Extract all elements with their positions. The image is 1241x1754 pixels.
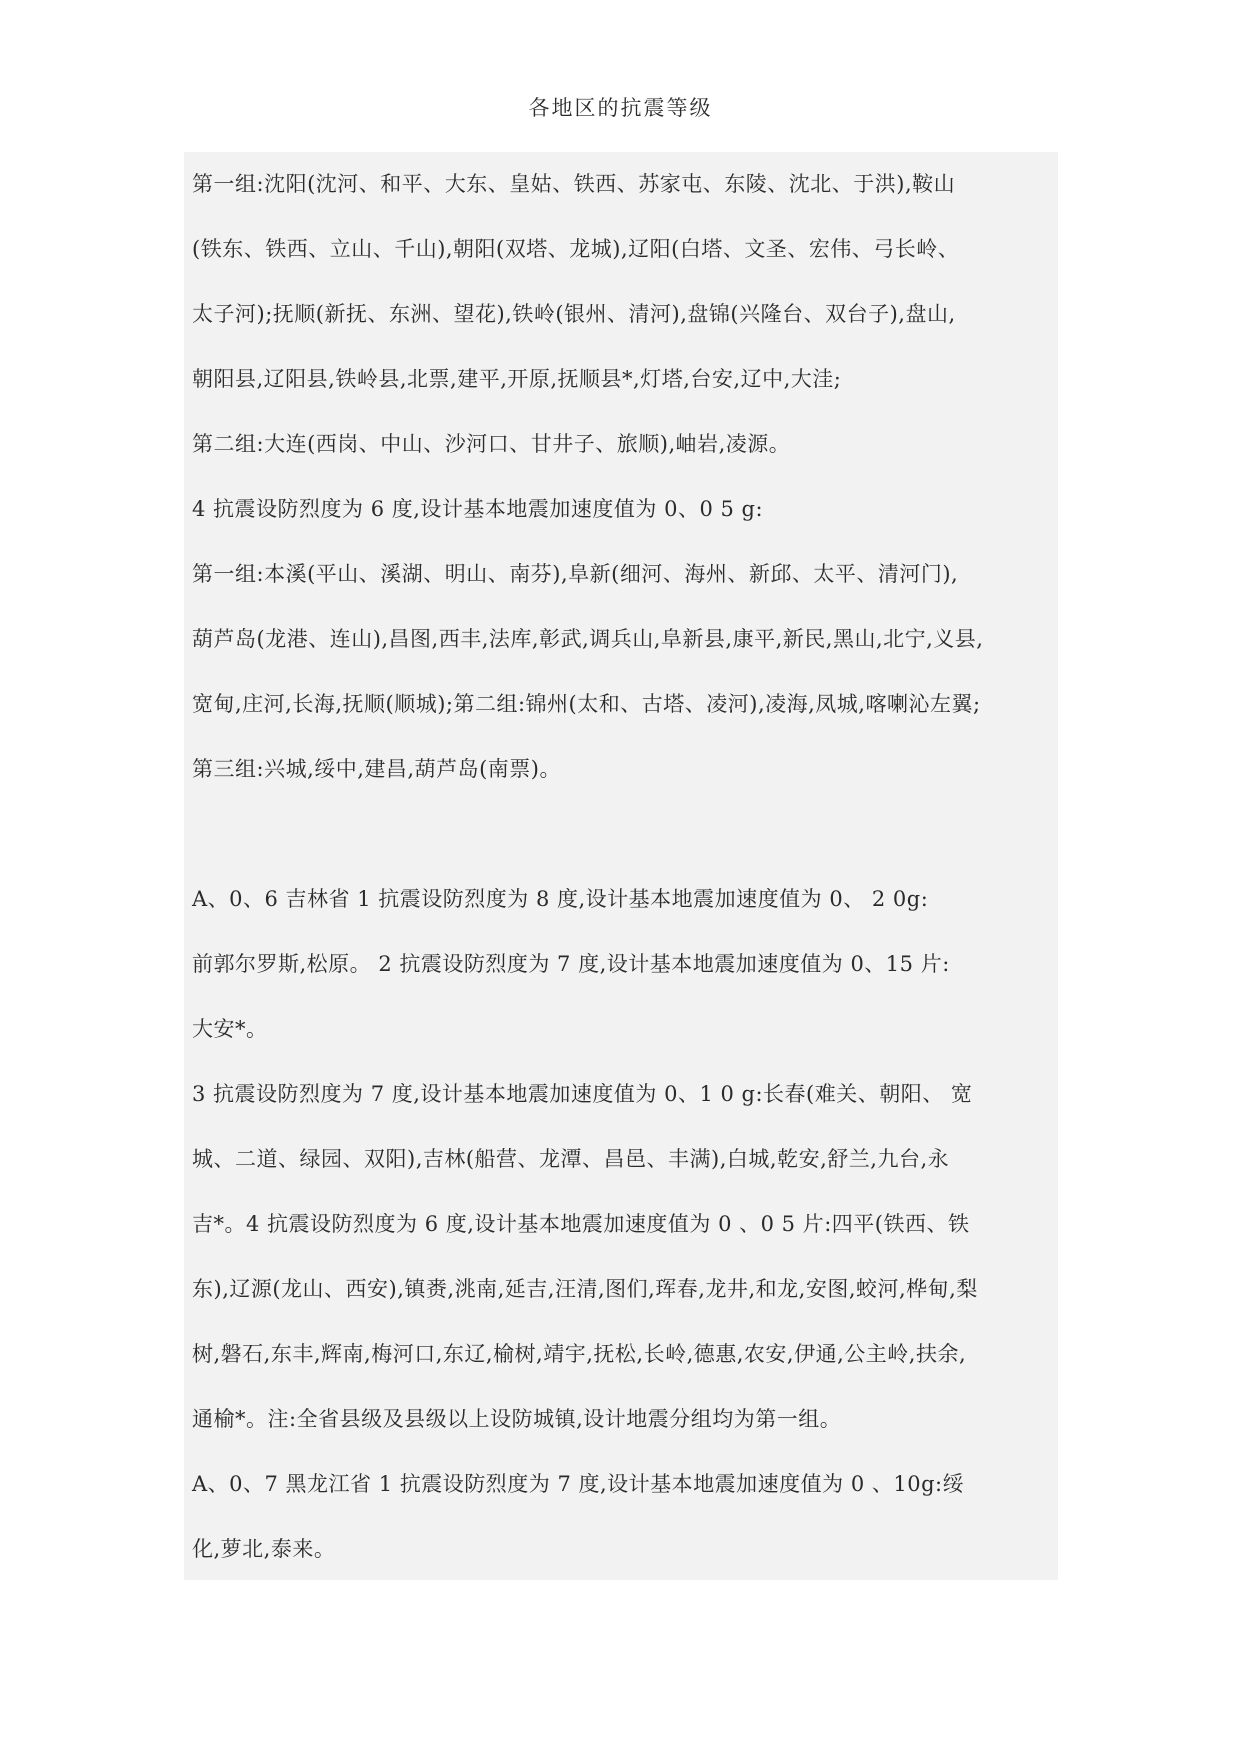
text-line: A、0、7 黑龙江省 1 抗震设防烈度为 7 度,设计基本地震加速度值为 0 、10g:绥 <box>192 1472 965 1496</box>
text-line: 树,磐石,东丰,辉南,梅河口,东辽,榆树,靖宇,抚松,长岭,德惠,农安,伊通,公主岭,扶余, <box>192 1342 967 1366</box>
text-line: (铁东、铁西、立山、千山),朝阳(双塔、龙城),辽阳(白塔、文圣、宏伟、弓长岭、 <box>192 237 960 261</box>
text-line: 宽甸,庄河,长海,抚顺(顺城);第二组:锦州(太和、古塔、凌河),凌海,凤城,喀喇沁左翼; <box>192 692 981 716</box>
text-line: 第一组:本溪(平山、溪湖、明山、南芬),阜新(细河、海州、新邱、太平、清河门), <box>192 562 959 586</box>
text-line: 大安*。 <box>192 1017 268 1041</box>
text-line: 化,萝北,泰来。 <box>192 1537 336 1561</box>
text-line: A、0、6 吉林省 1 抗震设防烈度为 8 度,设计基本地震加速度值为 0、 2 0g: <box>192 887 929 911</box>
blank-line <box>184 802 1058 867</box>
text-body <box>184 152 1058 1582</box>
text-line: 第三组:兴城,绥中,建昌,葫芦岛(南票)。 <box>192 757 561 781</box>
text-line: 东),辽源(龙山、西安),镇赉,洮南,延吉,汪清,图们,珲春,龙井,和龙,安图,蛟河,桦甸,梨 <box>192 1277 978 1301</box>
text-line: 朝阳县,辽阳县,铁岭县,北票,建平,开原,抚顺县*,灯塔,台安,辽中,大洼; <box>192 367 842 391</box>
text-line: 葫芦岛(龙港、连山),昌图,西丰,法库,彰武,调兵山,阜新县,康平,新民,黑山,北宁,义县, <box>192 627 984 651</box>
text-line: 太子河);抚顺(新抚、东洲、望花),铁岭(银州、清河),盘锦(兴隆台、双台子),盘山, <box>192 302 956 326</box>
document-title: 各地区的抗震等级 <box>528 96 713 120</box>
text-line: 城、二道、绿园、双阳),吉林(船营、龙潭、昌邑、丰满),白城,乾安,舒兰,九台,永 <box>192 1147 950 1171</box>
text-line: 通榆*。注:全省县级及县级以上设防城镇,设计地震分组均为第一组。 <box>192 1407 842 1431</box>
content-block <box>184 152 1058 1580</box>
text-line: 吉*。4 抗震设防烈度为 6 度,设计基本地震加速度值为 0 、0 5 片:四平(铁西、铁 <box>192 1212 970 1236</box>
text-line: 第二组:大连(西岗、中山、沙河口、甘井子、旅顺),岫岩,凌源。 <box>192 432 791 456</box>
text-line: 前郭尔罗斯,松原。 2 抗震设防烈度为 7 度,设计基本地震加速度值为 0、15 片: <box>192 952 950 976</box>
text-line: 4 抗震设防烈度为 6 度,设计基本地震加速度值为 0、0 5 g: <box>192 497 764 521</box>
text-line: 第一组:沈阳(沈河、和平、大东、皇姑、铁西、苏家屯、东陵、沈北、于洪),鞍山 <box>192 172 956 196</box>
text-line: 3 抗震设防烈度为 7 度,设计基本地震加速度值为 0、1 0 g:长春(难关、朝阳、 宽 <box>192 1082 973 1106</box>
